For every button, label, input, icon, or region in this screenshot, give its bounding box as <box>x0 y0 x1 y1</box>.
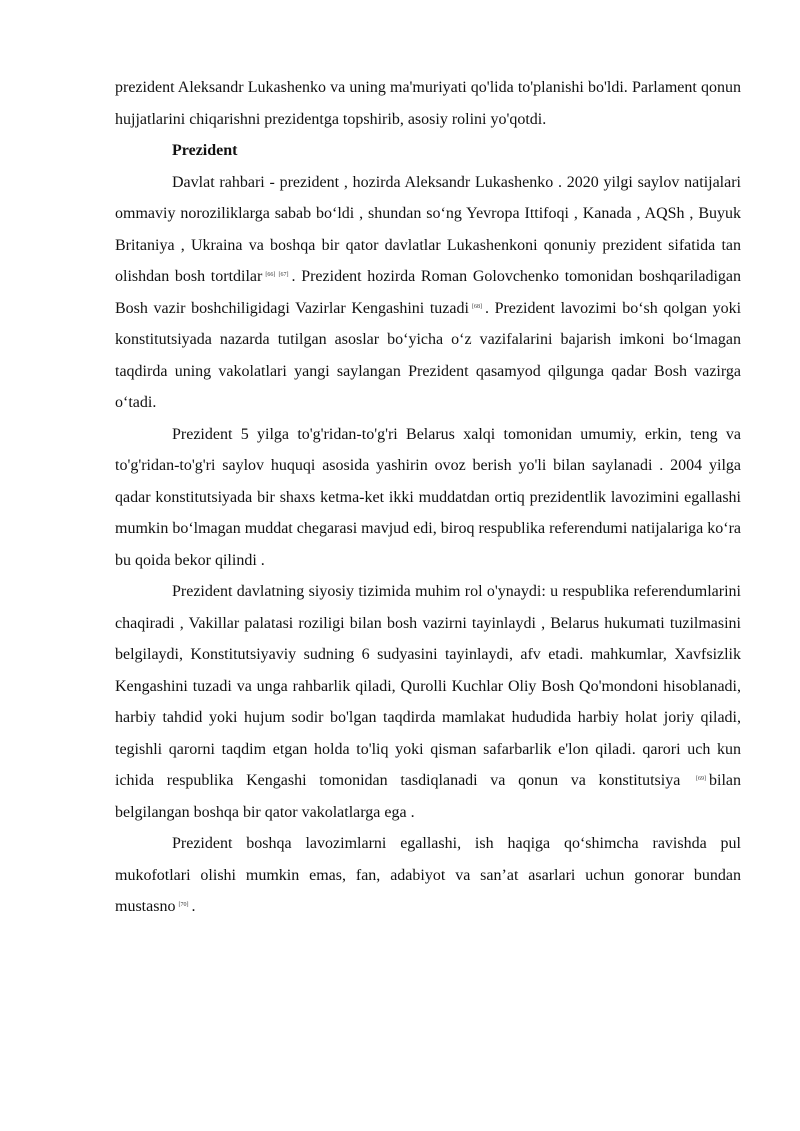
paragraph-head-of-state <box>115 167 741 419</box>
paragraph-intro-text: prezident Aleksandr Lukashenko va uning ma'muriyati qo'lida to'planishi bo'ldi. Parlament qonun hujjatlarini chiqarishni prezidentga topshirib, asosiy rolini yo'qotdi. <box>115 79 741 128</box>
paragraph-restrictions <box>115 828 741 923</box>
footnote-reference[interactable]: [69] <box>696 776 707 782</box>
paragraph-text: Davlat rahbari - prezident , hozirda Aleksandr Lukashenko . 2020 yilgi saylov natijalari ommaviy noroziliklarga sabab bo‘ldi , shundan so‘ng Yevropa Ittifoqi , Kanada , AQSh , Buyuk Britaniya , Ukraina va boshqa bir qator davlatlar Lukashenkoni qonuniy prezident sifatida tan olishdan bosh tortdilar <box>115 173 741 285</box>
paragraph-text: bilan belgilangan boshqa bir qator vakolatlarga ega . <box>115 772 742 821</box>
footnote-reference[interactable]: [68] <box>471 303 482 310</box>
paragraph-text: Prezident davlatning siyosiy tizimida muhim rol o'ynaydi: u respublika referendumlarini chaqiradi , Vakillar palatasi roziligi bilan bosh vazirni tayinlaydi , Belarus hukumati tuzilmasini belgilaydi, Konstitutsiyaviy sudning 6 sudyasini tayinlaydi, afv etadi. mahkumlar, Xavfsizlik Kengashini tuzadi va unga rahbarlik qiladi, Qurolli Kuchlar Oliy Bosh Qo'mondoni hisoblanadi, harbiy tahdid yoki hujum sodir bo'lgan taqdirda mamlakat hududida harbiy holat joriy qiladi, tegishli qarorni taqdim etgan holda to'liq yoki qisman safarbarlik e'lon qiladi. qarori uch kun ichida respublika Kengashi tomonidan tasdiqlanadi va qonun va konstitutsiya <box>115 583 741 789</box>
document-page <box>115 72 741 923</box>
paragraph-text: Prezident boshqa lavozimlarni egallashi, ish haqiga qo‘shimcha ravishda pul mukofotlari olishi mumkin emas, fan, adabiyot va san’at asarlari uchun gonorar bundan mustasno <box>115 835 741 915</box>
footnote-reference[interactable]: [70] <box>178 902 189 908</box>
paragraph-text: Prezident 5 yilga to'g'ridan-to'g'ri Belarus xalqi tomonidan umumiy, erkin, teng va to'g'ridan-to'g'ri saylov huquqi asosida yashirin ovoz berish yo'li bilan saylanadi . 2004 yilga qadar konstitutsiyada bir shaxs ketma-ket ikki muddatdan ortiq prezidentlik lavozimini egallashi mumkin bo‘lmagan muddat chegarasi mavjud edi, biroq respublika referendumi natijalariga ko‘ra bu qoida bekor qilindi . <box>115 425 742 569</box>
paragraph-intro <box>115 72 741 135</box>
paragraph-powers <box>115 576 741 828</box>
paragraph-text: . Prezident hozirda Roman Golovchenko tomonidan boshqariladigan Bosh vazir boshchiligidagi Vazirlar Kengashini tuzadi <box>115 268 742 317</box>
section-heading: Prezident <box>172 142 238 159</box>
paragraph-text: . Prezident lavozimi bo‘sh qolgan yoki konstitutsiyada nazarda tutilgan asoslar bo‘yicha o‘z vazifalarini bajarish imkoni bo‘lmagan taqdirda uning vakolatlari yangi saylangan Prezident qasamyod qilgunga qadar Bosh vazirga o‘tadi. <box>115 299 742 411</box>
footnote-reference[interactable]: [66] [67] <box>265 272 289 278</box>
paragraph-election <box>115 419 741 577</box>
paragraph-text: . <box>191 898 196 915</box>
